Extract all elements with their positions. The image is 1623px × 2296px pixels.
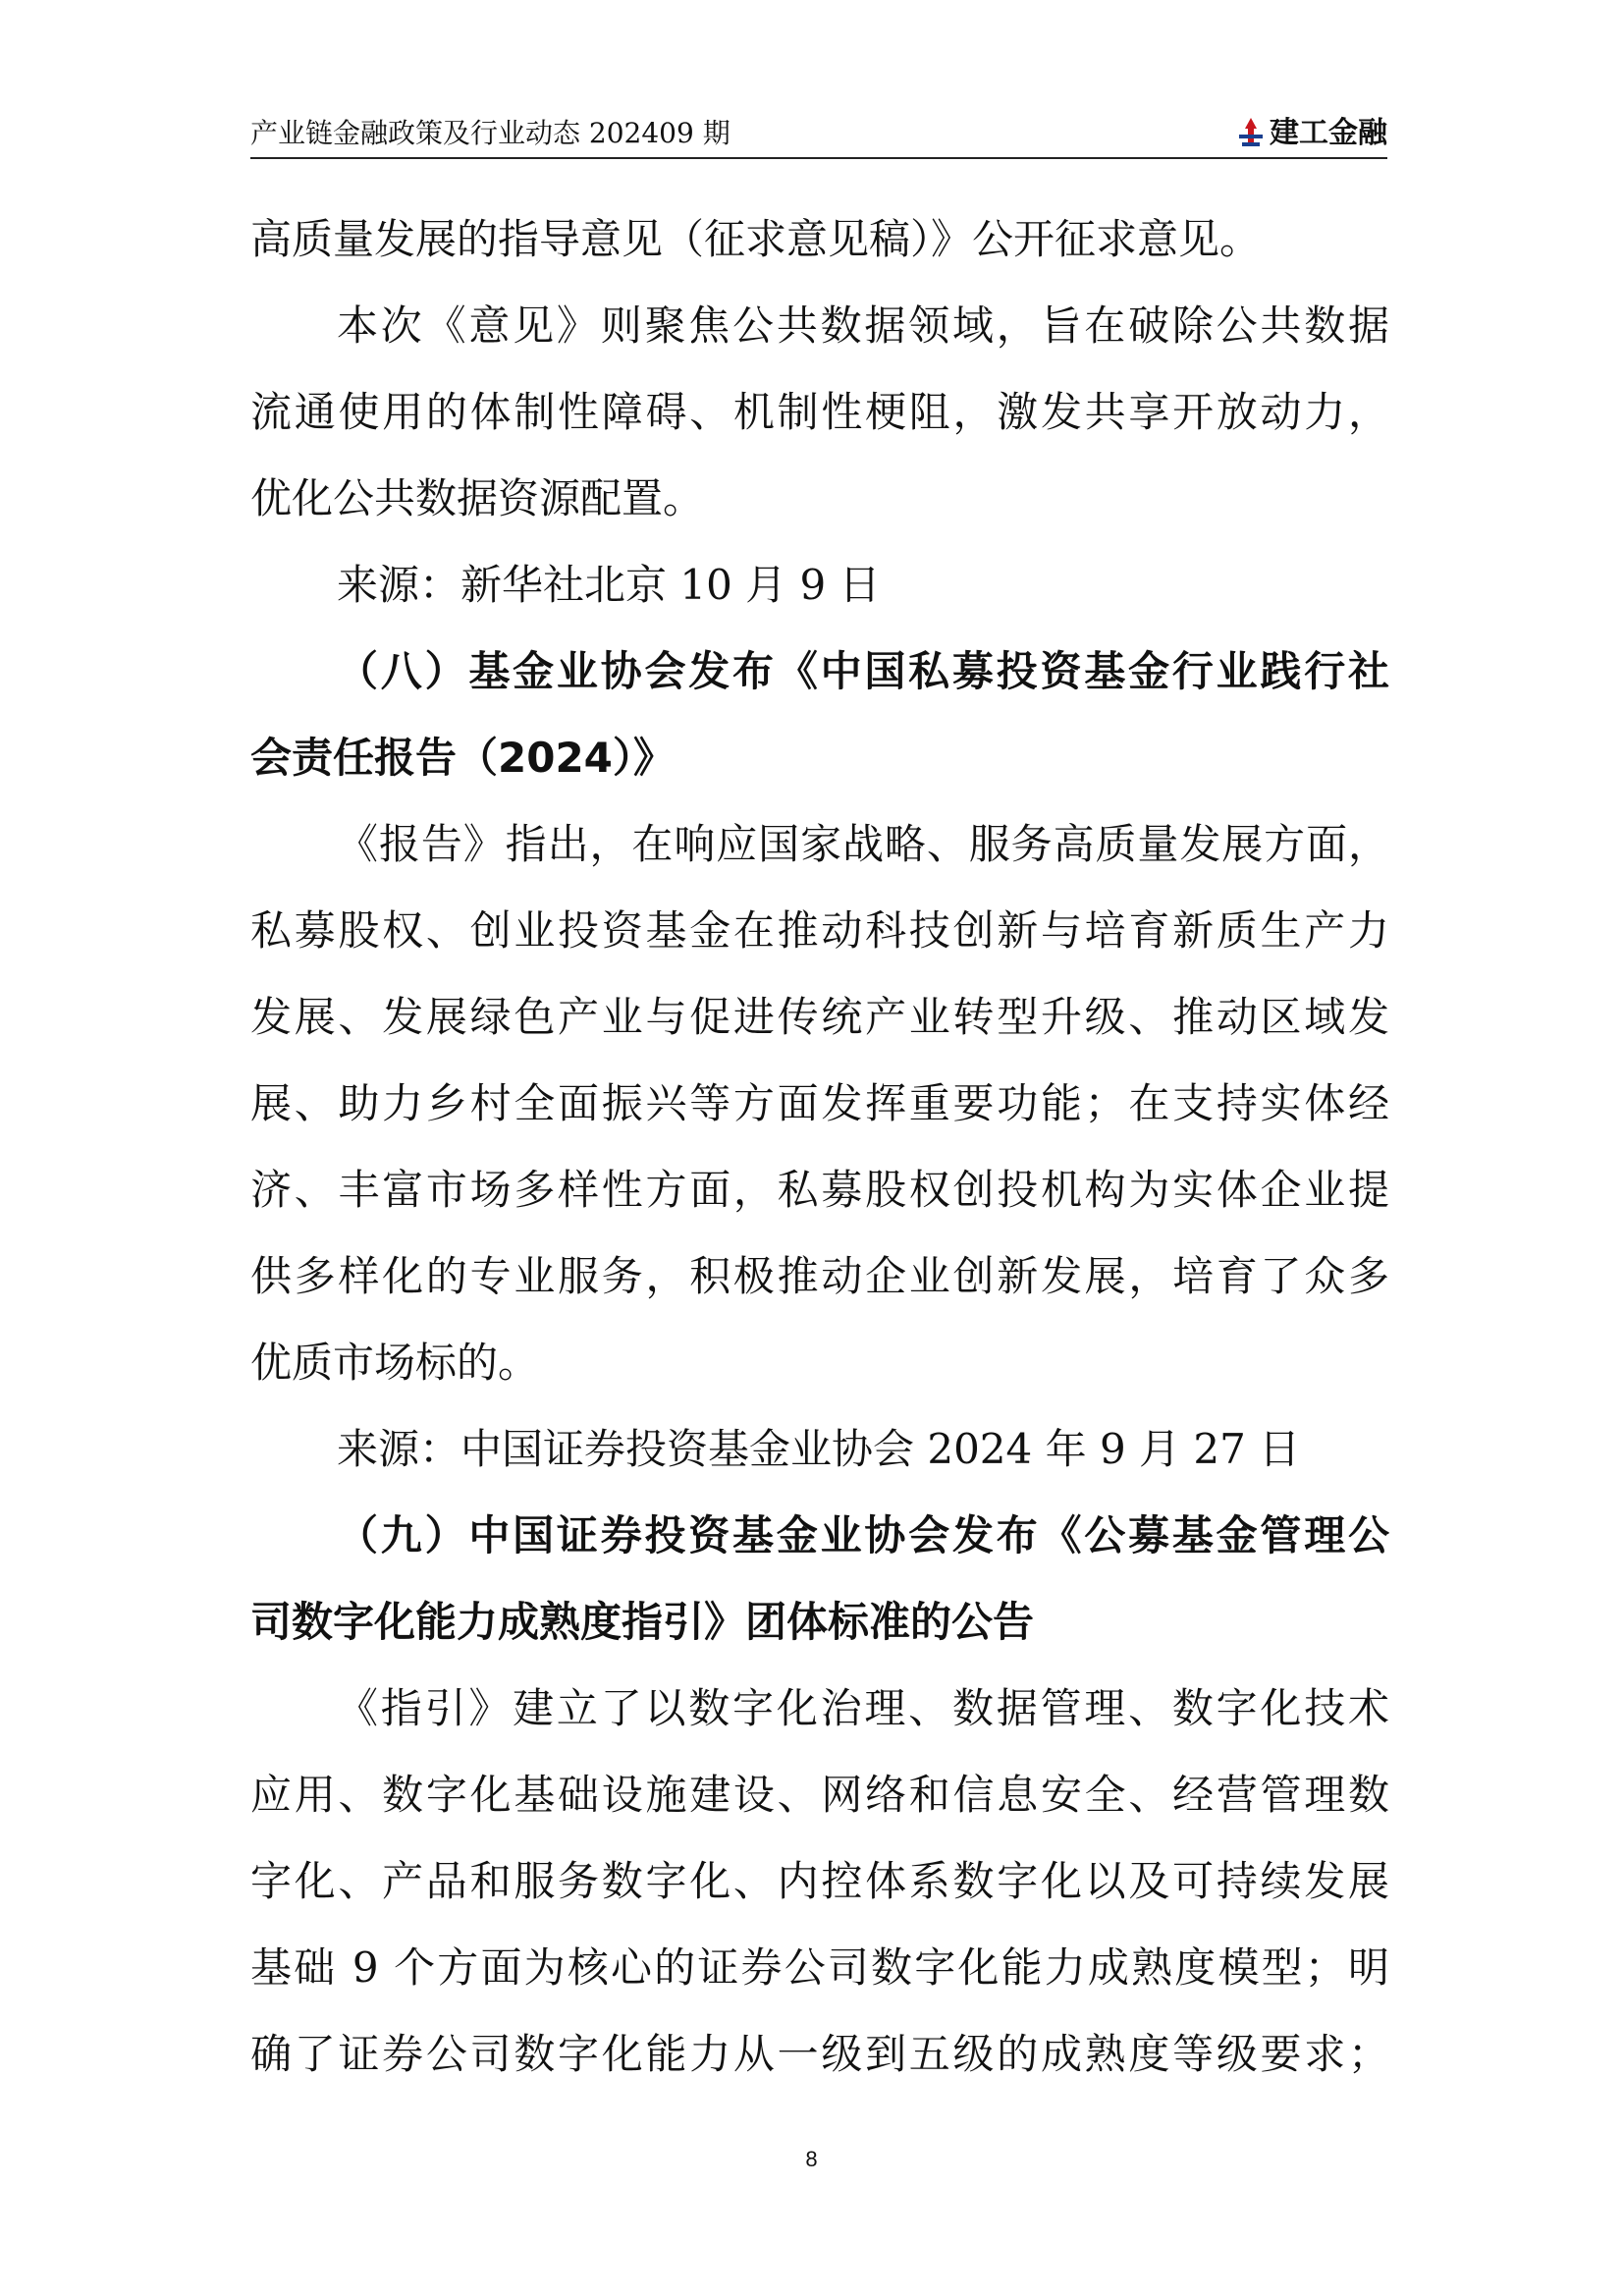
paragraph-line: 应用、数字化基础设施建设、网络和信息安全、经营管理数: [250, 1771, 1389, 1819]
document-body: [250, 196, 1389, 2098]
paragraph-line: 《指引》建立了以数字化治理、数据管理、数字化技术: [337, 1684, 1389, 1732]
paragraph-line: 基础 9 个方面为核心的证券公司数字化能力成熟度模型；明: [250, 1943, 1389, 1992]
paragraph-line: 流通使用的体制性障碍、机制性梗阻，激发共享开放动力，: [250, 388, 1389, 436]
paragraph-line: 高质量发展的指导意见（征求意见稿）》公开征求意见。: [250, 215, 1262, 263]
section-heading: 司数字化能力成熟度指引》团体标准的公告: [250, 1598, 1035, 1646]
paragraph-line: 展、助力乡村全面振兴等方面发挥重要功能；在支持实体经: [250, 1079, 1389, 1127]
section-heading: 会责任报告（2024）》: [250, 734, 675, 782]
paragraph-line: 发展、发展绿色产业与促进传统产业转型升级、推动区域发: [250, 993, 1389, 1041]
page-header: [250, 110, 1387, 159]
header-title: 产业链金融政策及行业动态 202409 期: [250, 117, 730, 149]
paragraph-line: 济、丰富市场多样性方面，私募股权创投机构为实体企业提: [250, 1166, 1389, 1214]
paragraph-line: 确了证券公司数字化能力从一级到五级的成熟度等级要求；: [250, 2030, 1389, 2078]
header-brand: [1236, 116, 1387, 151]
paragraph-line: 私募股权、创业投资基金在推动科技创新与培育新质生产力: [250, 906, 1389, 955]
paragraph-line: 供多样化的专业服务，积极推动企业创新发展，培育了众多: [250, 1252, 1389, 1300]
page-number: 8: [805, 2147, 818, 2171]
jiangong-finance-logo-icon: [1236, 117, 1266, 150]
paragraph-line: 优化公共数据资源配置。: [250, 474, 705, 522]
section-heading: （九）中国证券投资基金业协会发布《公募基金管理公: [337, 1511, 1389, 1559]
section-heading: （八）基金业协会发布《中国私募投资基金行业践行社: [337, 647, 1389, 695]
header-brand-text: 建工金融: [1270, 116, 1387, 150]
source-line: 来源：中国证券投资基金业协会 2024 年 9 月 27 日: [337, 1425, 1301, 1473]
paragraph-line: 字化、产品和服务数字化、内控体系数字化以及可持续发展: [250, 1857, 1389, 1905]
paragraph-line: 优质市场标的。: [250, 1339, 540, 1387]
paragraph-line: 本次《意见》则聚焦公共数据领域，旨在破除公共数据: [337, 301, 1389, 350]
paragraph-line: 《报告》指出，在响应国家战略、服务高质量发展方面，: [337, 820, 1389, 868]
source-line: 来源：新华社北京 10 月 9 日: [337, 561, 881, 609]
